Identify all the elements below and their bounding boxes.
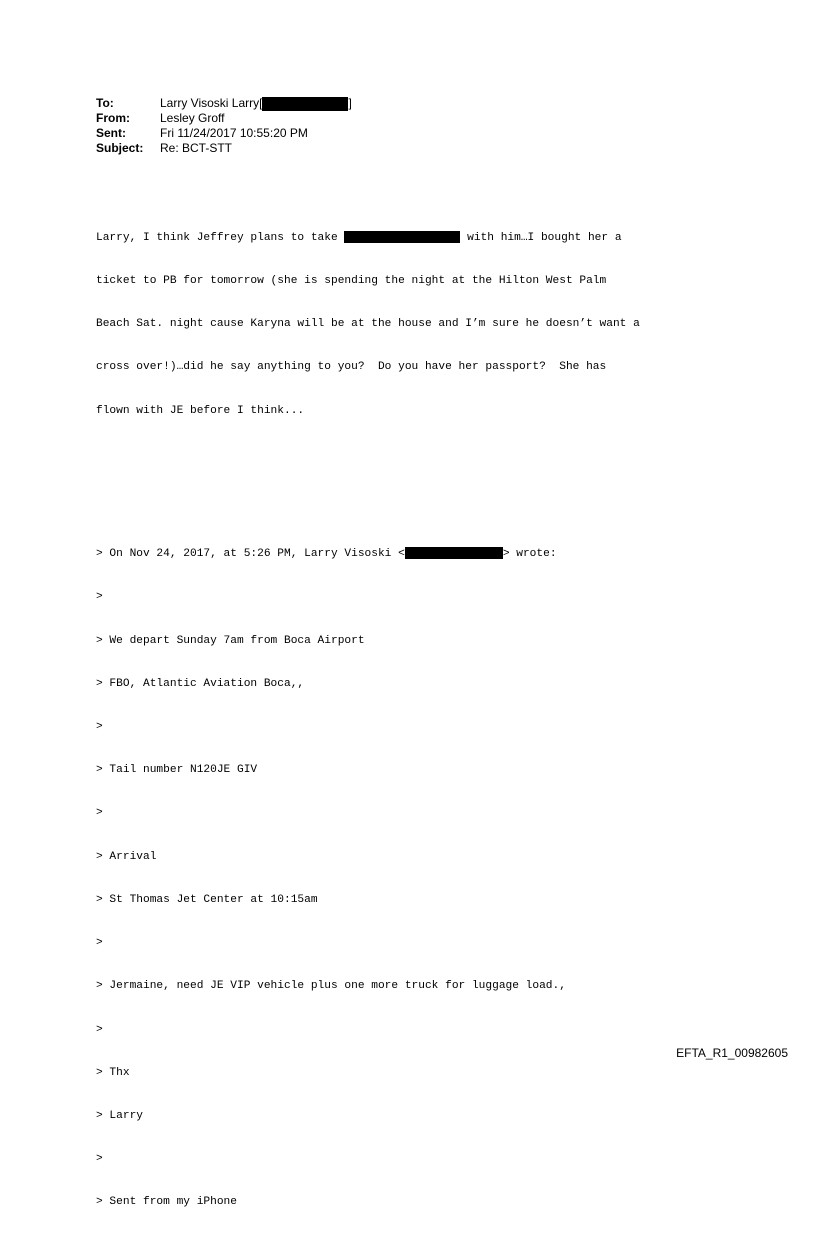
reply-line: cross over!)…did he say anything to you? Do you have her passport? She has: [96, 361, 607, 374]
quoted-line: > Sent from my iPhone: [96, 1196, 237, 1209]
to-name: Larry Visoski Larry[: [160, 96, 263, 110]
quoted-line: > Larry: [96, 1110, 143, 1122]
email-header: [96, 96, 352, 156]
sent-value: Fri 11/24/2017 10:55:20 PM: [160, 126, 308, 140]
to-row: [96, 96, 352, 111]
to-bracket-close: ]: [348, 96, 352, 110]
quoted-line: > FBO, Atlantic Aviation Boca,,: [96, 677, 305, 690]
quoted-line: > We depart Sunday 7am from Boca Airport: [96, 634, 365, 647]
quoted-line: > Arrival: [96, 850, 157, 863]
quoted-line: >: [96, 721, 103, 734]
quoted-line: > Thx: [96, 1066, 130, 1079]
quoted-line: > Tail number N120JE GIV: [96, 764, 258, 777]
from-label: From:: [96, 111, 130, 125]
to-value: [160, 96, 352, 111]
redaction-box-to-email: [262, 97, 348, 111]
subject-value: Re: BCT-STT: [160, 141, 233, 155]
to-label: To:: [96, 96, 114, 110]
document-id: EFTA_R1_00982605: [676, 1046, 788, 1060]
sent-row: [96, 126, 352, 141]
reply-message: [96, 202, 640, 447]
reply-line-1-start: Larry, I think Jeffrey plans to take: [96, 231, 345, 244]
quoted-intro-end: > wrote:: [502, 548, 557, 561]
from-value: Lesley Groff: [160, 111, 225, 125]
subject-label: Subject:: [96, 141, 144, 155]
quoted-line: > St Thomas Jet Center at 10:15am: [96, 893, 318, 906]
quoted-intro: [96, 547, 640, 561]
from-row: [96, 111, 352, 126]
quoted-message: [96, 518, 640, 1238]
reply-line: flown with JE before I think...: [96, 404, 305, 417]
subject-row: [96, 141, 352, 156]
reply-line: ticket to PB for tomorrow (she is spending the night at the Hilton West Palm: [96, 274, 607, 287]
quoted-line: >: [96, 591, 103, 604]
sent-label: Sent:: [96, 126, 126, 140]
quoted-line: >: [96, 807, 103, 820]
reply-line: [96, 231, 640, 245]
email-body: [96, 173, 640, 1253]
reply-line-1-end: with him…I bought her a: [460, 231, 622, 244]
quoted-line: >: [96, 1153, 103, 1166]
quoted-line: >: [96, 1023, 103, 1036]
quoted-line: > Jermaine, need JE VIP vehicle plus one more truck for luggage load.,: [96, 980, 566, 993]
quoted-intro-start: > On Nov 24, 2017, at 5:26 PM, Larry Visoski <: [96, 548, 405, 561]
redaction-box-name: [344, 231, 460, 243]
reply-line: Beach Sat. night cause Karyna will be at the house and I’m sure he doesn’t want a: [96, 318, 640, 331]
redaction-box-sender-email: [405, 547, 503, 559]
quoted-line: >: [96, 937, 103, 950]
paragraph-gap: [96, 476, 640, 490]
